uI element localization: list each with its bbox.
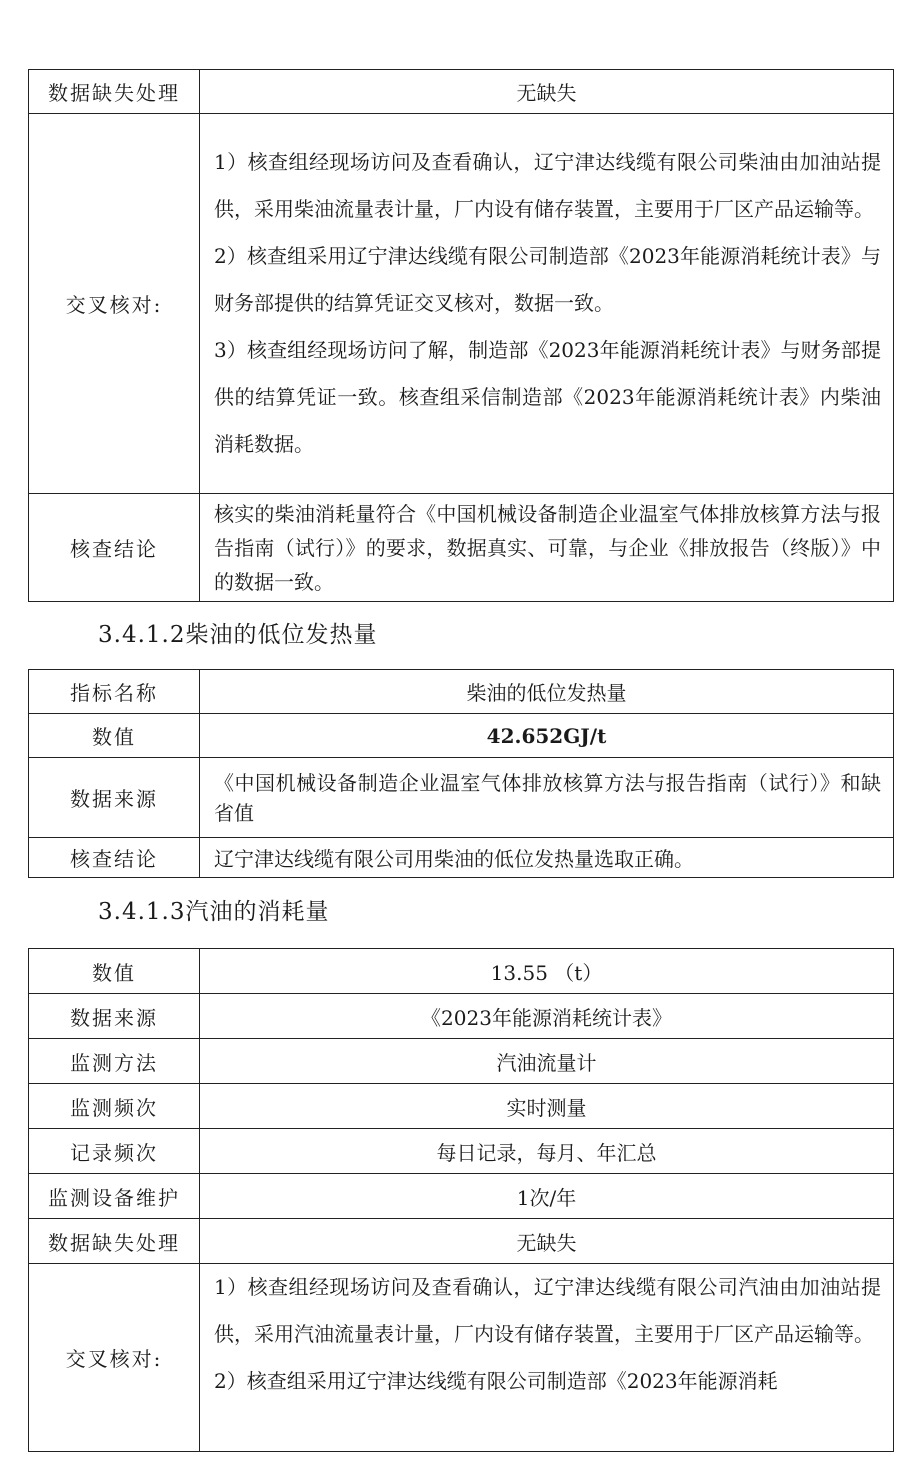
verification-conclusion-value: 辽宁津达线缆有限公司用柴油的低位发热量选取正确。 bbox=[200, 838, 894, 878]
diesel-ncv-table bbox=[28, 669, 894, 878]
data-source-value: 《2023年能源消耗统计表》 bbox=[200, 994, 894, 1039]
monitoring-method-label: 监测方法 bbox=[29, 1039, 200, 1084]
equipment-maintenance-label: 监测设备维护 bbox=[29, 1174, 200, 1219]
indicator-name-value: 柴油的低位发热量 bbox=[200, 670, 894, 714]
cross-check-content bbox=[200, 114, 894, 494]
data-source-label: 数据来源 bbox=[29, 994, 200, 1039]
value-value: 13.55 （t） bbox=[200, 949, 894, 994]
missing-data-value: 无缺失 bbox=[200, 70, 894, 114]
recording-frequency-label: 记录频次 bbox=[29, 1129, 200, 1174]
data-source-value: 《中国机械设备制造企业温室气体排放核算方法与报告指南（试行）》和缺省值 bbox=[200, 758, 894, 838]
value-label: 数值 bbox=[29, 949, 200, 994]
section-heading-gasoline-consumption: 3.4.1.3汽油的消耗量 bbox=[98, 899, 330, 925]
monitoring-frequency-value: 实时测量 bbox=[200, 1084, 894, 1129]
value-label: 数值 bbox=[29, 714, 200, 758]
recording-frequency-value: 每日记录，每月、年汇总 bbox=[200, 1129, 894, 1174]
cross-check-label: 交叉核对: bbox=[29, 1264, 200, 1452]
verification-conclusion-label: 核查结论 bbox=[29, 838, 200, 878]
cross-check-paragraph: 1）核查组经现场访问及查看确认，辽宁津达线缆有限公司汽油由加油站提供，采用汽油流量表计量，厂内设有储存装置，主要用于厂区产品运输等。 bbox=[214, 1275, 881, 1346]
cross-check-content bbox=[200, 1264, 894, 1452]
missing-data-label: 数据缺失处理 bbox=[29, 1219, 200, 1264]
value-value: 42.652GJ/t bbox=[200, 714, 894, 758]
cross-check-paragraph: 1）核查组经现场访问及查看确认，辽宁津达线缆有限公司柴油由加油站提供，采用柴油流量表计量，厂内设有储存装置，主要用于厂区产品运输等。 bbox=[214, 150, 881, 221]
diesel-consumption-table bbox=[28, 69, 894, 602]
section-heading-diesel-ncv: 3.4.1.2柴油的低位发热量 bbox=[98, 622, 378, 648]
cross-check-paragraph: 2）核查组采用辽宁津达线缆有限公司制造部《2023年能源消耗 bbox=[214, 1369, 778, 1393]
cross-check-paragraph: 2）核查组采用辽宁津达线缆有限公司制造部《2023年能源消耗统计表》与财务部提供的结算凭证交叉核对，数据一致。 bbox=[214, 244, 881, 315]
cross-check-paragraph: 3）核查组经现场访问了解，制造部《2023年能源消耗统计表》与财务部提供的结算凭证一致。核查组采信制造部《2023年能源消耗统计表》内柴油消耗数据。 bbox=[214, 338, 881, 456]
cross-check-label: 交叉核对: bbox=[29, 114, 200, 494]
gasoline-consumption-table bbox=[28, 948, 894, 1452]
equipment-maintenance-value: 1次/年 bbox=[200, 1174, 894, 1219]
verification-conclusion-text: 核实的柴油消耗量符合《中国机械设备制造企业温室气体排放核算方法与报告指南（试行）》的要求，数据真实、可靠，与企业《排放报告（终版）》中的数据一致。 bbox=[200, 494, 894, 602]
missing-data-value: 无缺失 bbox=[200, 1219, 894, 1264]
monitoring-method-value: 汽油流量计 bbox=[200, 1039, 894, 1084]
verification-conclusion-label: 核查结论 bbox=[29, 494, 200, 602]
missing-data-label: 数据缺失处理 bbox=[29, 70, 200, 114]
monitoring-frequency-label: 监测频次 bbox=[29, 1084, 200, 1129]
data-source-label: 数据来源 bbox=[29, 758, 200, 838]
indicator-name-label: 指标名称 bbox=[29, 670, 200, 714]
